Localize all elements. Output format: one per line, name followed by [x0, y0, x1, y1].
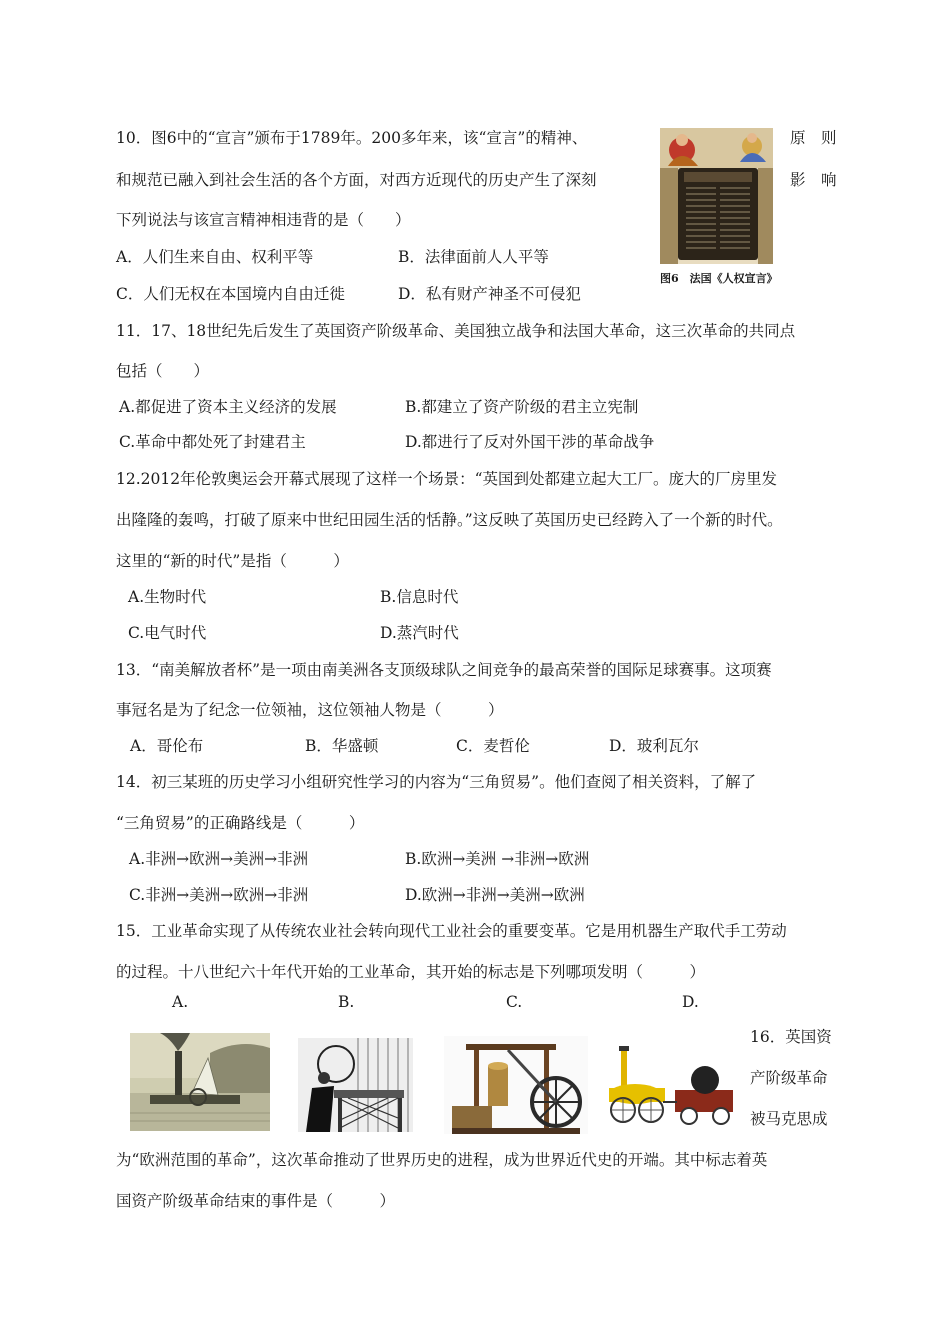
q12-line1: 12.2012年伦敦奥运会开幕式展现了这样一个场景：“英国到处都建立起大工厂。庞大的厂房里发	[116, 470, 778, 488]
q11-option-a: A.都促进了资本主义经济的发展	[119, 398, 337, 416]
spinning-jenny-image	[298, 1038, 413, 1132]
q12-option-d: D.蒸汽时代	[380, 624, 459, 642]
q16-right-line3: 被马克思成	[750, 1110, 828, 1128]
q10-option-b: B．法律面前人人平等	[398, 248, 549, 266]
declaration-image	[660, 128, 773, 264]
q15-label-c: C.	[506, 993, 523, 1011]
q15-label-a: A.	[172, 993, 189, 1011]
q11-option-b: B.都建立了资产阶级的君主立宪制	[405, 398, 639, 416]
q11-option-c: C.革命中都处死了封建君主	[119, 433, 306, 451]
q13-option-d: D．玻利瓦尔	[609, 737, 699, 755]
q14-option-a: A.非洲→欧洲→美洲→非洲	[129, 850, 309, 868]
q14-line1: 14．初三某班的历史学习小组研究性学习的内容为“三角贸易”。他们查阅了相关资料，了解了	[116, 773, 757, 791]
q16-right-line1: 16．英国资	[750, 1028, 832, 1046]
locomotive-image	[605, 1040, 738, 1135]
q16-right-line2: 产阶级革命	[750, 1069, 828, 1087]
q10-option-d: D．私有财产神圣不可侵犯	[398, 285, 581, 303]
q14-line2: “三角贸易”的正确路线是（ ）	[116, 814, 365, 832]
steamboat-image	[130, 1033, 270, 1131]
q11-option-d: D.都进行了反对外国干涉的革命战争	[405, 433, 655, 451]
q12-option-b: B.信息时代	[380, 588, 459, 606]
q12-line3: 这里的“新的时代”是指（ ）	[116, 552, 349, 570]
q12-line2: 出隆隆的轰鸣，打破了原来中世纪田园生活的恬静。”这反映了英国历史已经跨入了一个新的时代。	[116, 511, 783, 529]
q13-line2: 事冠名是为了纪念一位领袖，这位领袖人物是（ ）	[116, 701, 504, 719]
q15-label-b: B.	[338, 993, 355, 1011]
q13-option-a: A．哥伦布	[130, 737, 204, 755]
q14-option-b: B.欧洲→美洲 →非洲→欧洲	[405, 850, 590, 868]
q10-line2-tail: 影 响	[790, 171, 837, 189]
q15-line2: 的过程。十八世纪六十年代开始的工业革命，其开始的标志是下列哪项发明（ ）	[116, 963, 706, 981]
q15-line1: 15．工业革命实现了从传统农业社会转向现代工业社会的重要变革。它是用机器生产取代手工劳动	[116, 922, 787, 940]
q16-line1: 为“欧洲范围的革命”，这次革命推动了世界历史的进程，成为世界近代史的开端。其中标志着英	[116, 1151, 768, 1169]
q11-line1: 11．17、18世纪先后发生了英国资产阶级革命、美国独立战争和法国大革命，这三次革命的共同点	[116, 322, 796, 340]
q16-line2: 国资产阶级革命结束的事件是（ ）	[116, 1192, 396, 1210]
q13-option-b: B．华盛顿	[305, 737, 379, 755]
q10-line1: 10．图6中的“宣言”颁布于1789年。200多年来，该“宣言”的精神、	[116, 129, 588, 147]
q15-label-d: D.	[682, 993, 699, 1011]
q10-option-a: A．人们生来自由、权利平等	[116, 248, 314, 266]
q12-option-c: C.电气时代	[128, 624, 207, 642]
q10-line2: 和规范已融入到社会生活的各个方面，对西方近现代的历史产生了深刻	[116, 171, 597, 189]
q12-option-a: A.生物时代	[128, 588, 207, 606]
q11-line2: 包括（ ）	[116, 362, 210, 380]
q14-option-c: C.非洲→美洲→欧洲→非洲	[129, 886, 309, 904]
q10-line1-tail: 原 则	[790, 129, 837, 147]
q13-option-c: C．麦哲伦	[456, 737, 530, 755]
q10-option-c: C．人们无权在本国境内自由迁徙	[116, 285, 345, 303]
q10-line3: 下列说法与该宣言精神相违背的是（ ）	[116, 211, 411, 229]
q14-option-d: D.欧洲→非洲→美洲→欧洲	[405, 886, 585, 904]
steam-engine-image	[444, 1036, 588, 1134]
q13-line1: 13．“南美解放者杯”是一项由南美洲各支顶级球队之间竞争的最高荣誉的国际足球赛事。这项赛	[116, 661, 772, 679]
declaration-caption: 图6 法国《人权宣言》	[660, 272, 778, 285]
